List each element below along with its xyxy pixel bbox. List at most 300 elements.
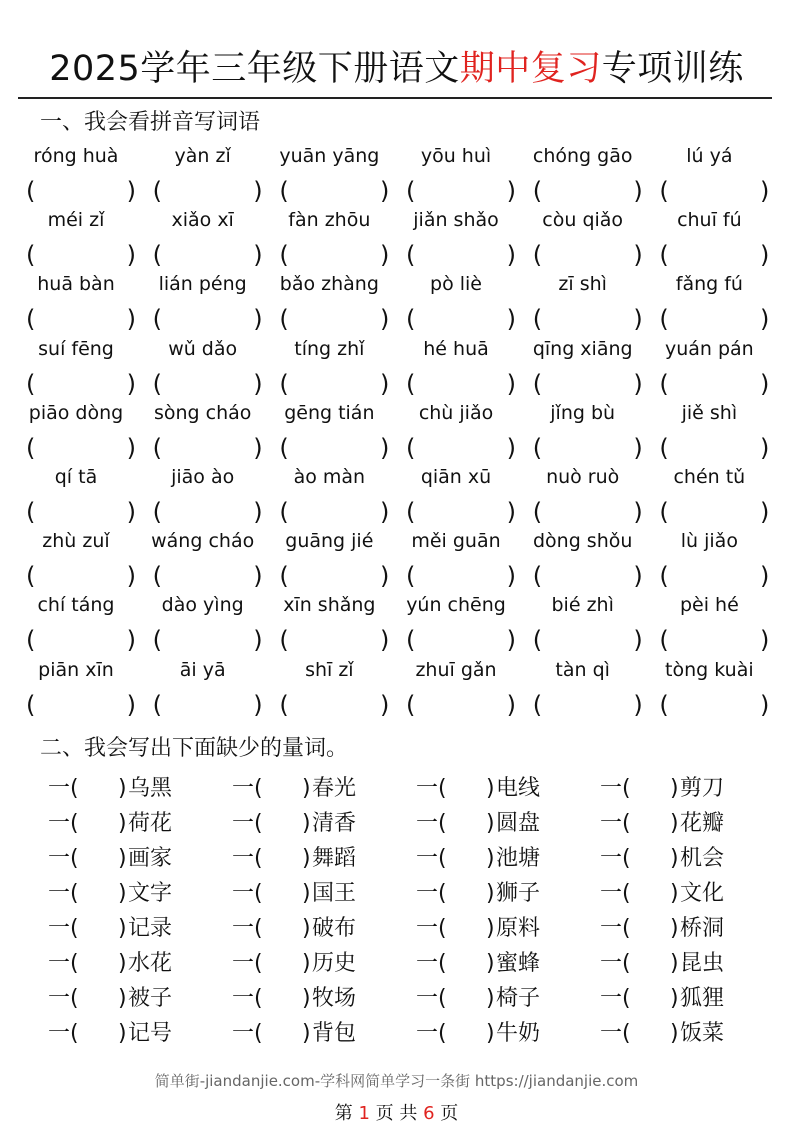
measure-yi: 一: [416, 951, 439, 976]
close-bracket: ): [759, 433, 770, 462]
pinyin-text: yuān yāng: [279, 145, 380, 167]
open-bracket: (: [279, 305, 289, 334]
pinyin-row: [18, 527, 778, 591]
measure-noun: 椅子: [496, 986, 541, 1011]
measure-yi: 一: [48, 776, 71, 801]
pinyin-text: yōu huì: [420, 145, 492, 167]
pinyin-cell: [145, 142, 272, 206]
open-bracket: (: [406, 433, 416, 462]
measure-item: [48, 877, 232, 912]
measure-yi: 一: [232, 846, 255, 871]
close-bracket: ): [633, 626, 643, 655]
answer-blank[interactable]: [279, 561, 389, 591]
answer-blank[interactable]: [659, 304, 769, 334]
close-bracket: ): [118, 916, 127, 941]
close-bracket: ): [759, 626, 770, 655]
measure-noun: 春光: [312, 776, 357, 801]
close-bracket: ): [253, 241, 263, 270]
open-bracket: (: [622, 916, 631, 941]
open-bracket: (: [70, 776, 79, 801]
open-bracket: (: [406, 305, 416, 334]
answer-blank[interactable]: [533, 304, 643, 334]
answer-blank[interactable]: [659, 561, 769, 591]
close-bracket: ): [759, 305, 770, 334]
pinyin-cell: [271, 463, 398, 527]
close-bracket: ): [118, 1021, 127, 1046]
close-bracket: ): [379, 305, 390, 334]
close-bracket: ): [126, 241, 136, 270]
open-bracket: (: [532, 497, 543, 526]
measure-yi: 一: [48, 916, 71, 941]
answer-blank[interactable]: [659, 690, 769, 720]
pinyin-cell: [18, 270, 145, 334]
close-bracket: ): [126, 433, 136, 462]
open-bracket: (: [532, 305, 543, 334]
pinyin-cell: [18, 463, 145, 527]
pager-current: 1: [358, 1103, 370, 1124]
open-bracket: (: [659, 241, 669, 270]
measure-item: [48, 912, 232, 947]
measure-item: [600, 912, 784, 947]
measure-noun: 背包: [312, 1021, 357, 1046]
measure-yi: 一: [600, 986, 623, 1011]
answer-blank[interactable]: [26, 304, 136, 334]
open-bracket: (: [279, 690, 289, 719]
pinyin-cell: [18, 591, 145, 655]
open-bracket: (: [70, 881, 79, 906]
answer-blank[interactable]: [533, 625, 643, 655]
measure-item: [48, 842, 232, 877]
measure-item: [600, 1017, 784, 1052]
answer-blank[interactable]: [533, 561, 643, 591]
measure-noun: 狮子: [496, 881, 541, 906]
open-bracket: (: [254, 881, 263, 906]
pinyin-cell: [18, 399, 145, 463]
answer-blank[interactable]: [406, 369, 516, 399]
answer-blank[interactable]: [533, 690, 643, 720]
section1-heading: 一、我会看拼音写词语: [40, 110, 261, 135]
answer-blank[interactable]: [279, 690, 389, 720]
close-bracket: ): [670, 846, 679, 871]
close-bracket: ): [126, 177, 136, 205]
open-bracket: (: [438, 951, 447, 976]
close-bracket: ): [759, 369, 770, 398]
answer-blank[interactable]: [406, 561, 516, 591]
pinyin-text: jǐng bù: [550, 401, 616, 424]
measure-noun: 花瓣: [680, 811, 725, 836]
measure-row: [48, 877, 788, 912]
pinyin-cell: [271, 656, 398, 720]
pinyin-cell: [145, 270, 272, 334]
pinyin-cell: [651, 270, 778, 334]
open-bracket: (: [152, 369, 163, 398]
pinyin-cell: [398, 463, 525, 527]
pinyin-cell: [525, 142, 652, 206]
measure-row: [48, 947, 788, 982]
answer-blank[interactable]: [659, 176, 769, 206]
measure-item: [416, 1017, 600, 1052]
title-highlight: 期中复习: [459, 49, 602, 89]
measure-item: [232, 947, 416, 982]
answer-blank[interactable]: [26, 176, 136, 206]
measure-noun: 饭菜: [680, 1021, 725, 1046]
measure-yi: 一: [232, 951, 255, 976]
pinyin-cell: [398, 335, 525, 399]
open-bracket: (: [70, 916, 79, 941]
answer-blank[interactable]: [406, 176, 516, 206]
measure-noun: 剪刀: [680, 776, 725, 801]
close-bracket: ): [253, 369, 263, 398]
answer-blank[interactable]: [533, 176, 643, 206]
pinyin-cell: [651, 527, 778, 591]
measure-item: [48, 807, 232, 842]
open-bracket: (: [26, 241, 36, 270]
open-bracket: (: [152, 497, 163, 526]
close-bracket: ): [379, 241, 390, 270]
answer-blank[interactable]: [406, 240, 516, 270]
pinyin-text: yàn zǐ: [174, 145, 231, 167]
pinyin-cell: [651, 463, 778, 527]
pinyin-row: [18, 270, 778, 334]
measure-item: [416, 947, 600, 982]
pinyin-cell: [145, 591, 272, 655]
close-bracket: ): [302, 881, 311, 906]
answer-blank[interactable]: [406, 625, 516, 655]
pinyin-text: méi zǐ: [47, 209, 105, 232]
open-bracket: (: [152, 433, 163, 462]
measure-item: [232, 842, 416, 877]
open-bracket: (: [254, 1021, 263, 1046]
measure-noun: 原料: [496, 916, 541, 941]
close-bracket: ): [253, 562, 263, 591]
pinyin-text: qí tā: [54, 465, 98, 488]
close-bracket: ): [633, 177, 643, 205]
close-bracket: ): [486, 986, 495, 1011]
pinyin-text: tòng kuài: [665, 658, 754, 681]
close-bracket: ): [379, 177, 390, 205]
answer-blank[interactable]: [279, 625, 389, 655]
pinyin-text: lián péng: [158, 273, 247, 296]
measure-yi: 一: [48, 951, 71, 976]
pinyin-text: pò liè: [430, 273, 482, 296]
open-bracket: (: [26, 369, 36, 398]
pinyin-row: [18, 399, 778, 463]
pager-post: 页: [440, 1103, 459, 1124]
pinyin-text: yún chēng: [406, 594, 506, 617]
pinyin-text: fàn zhōu: [288, 209, 371, 232]
answer-blank[interactable]: [659, 433, 769, 463]
close-bracket: ): [670, 881, 679, 906]
pinyin-cell: [145, 463, 272, 527]
pinyin-text: piāo dòng: [28, 401, 124, 424]
measure-row: [48, 842, 788, 877]
pinyin-cell: [398, 399, 525, 463]
measure-item: [232, 807, 416, 842]
open-bracket: (: [622, 811, 631, 836]
pinyin-cell: [145, 335, 272, 399]
measure-item: [416, 877, 600, 912]
open-bracket: (: [26, 690, 36, 719]
close-bracket: ): [506, 305, 517, 334]
answer-blank[interactable]: [279, 304, 389, 334]
answer-blank[interactable]: [406, 690, 516, 720]
pinyin-text: āi yā: [179, 658, 226, 681]
answer-blank[interactable]: [279, 176, 389, 206]
open-bracket: (: [279, 177, 289, 205]
close-bracket: ): [302, 776, 311, 801]
pinyin-cell: [525, 206, 652, 270]
pinyin-text: jiāo ào: [171, 465, 235, 488]
measure-noun: 池塘: [496, 846, 541, 871]
measure-yi: 一: [600, 1021, 623, 1046]
pinyin-text: ào màn: [293, 465, 366, 488]
measure-item: [232, 982, 416, 1017]
measure-noun: 破布: [312, 916, 357, 941]
pinyin-text: zhuī gǎn: [415, 658, 497, 681]
open-bracket: (: [26, 626, 36, 655]
pinyin-text: suí fēng: [38, 337, 114, 360]
answer-blank[interactable]: [533, 497, 643, 527]
pinyin-cell: [525, 335, 652, 399]
measure-yi: 一: [232, 1021, 255, 1046]
measure-noun: 桥洞: [680, 916, 725, 941]
measure-noun: 舞蹈: [312, 846, 357, 871]
answer-blank[interactable]: [153, 304, 263, 334]
close-bracket: ): [118, 951, 127, 976]
pinyin-cell: [271, 142, 398, 206]
close-bracket: ): [486, 916, 495, 941]
answer-blank[interactable]: [153, 561, 263, 591]
open-bracket: (: [622, 846, 631, 871]
measure-yi: 一: [416, 1021, 439, 1046]
close-bracket: ): [633, 562, 643, 591]
close-bracket: ): [118, 776, 127, 801]
pinyin-text: xīn shǎng: [283, 594, 376, 617]
answer-blank[interactable]: [153, 240, 263, 270]
pinyin-text: bié zhì: [551, 594, 614, 617]
measure-yi: 一: [416, 811, 439, 836]
pinyin-text: shī zǐ: [305, 658, 354, 681]
answer-blank[interactable]: [406, 304, 516, 334]
section2-heading: 二、我会写出下面缺少的量词。: [40, 736, 349, 761]
pinyin-text: chù jiǎo: [418, 401, 494, 424]
answer-blank[interactable]: [153, 625, 263, 655]
close-bracket: ): [670, 916, 679, 941]
close-bracket: ): [126, 626, 136, 655]
answer-blank[interactable]: [153, 433, 263, 463]
answer-blank[interactable]: [533, 433, 643, 463]
measure-yi: 一: [232, 916, 255, 941]
measure-item: [48, 1017, 232, 1052]
answer-blank[interactable]: [406, 497, 516, 527]
answer-blank[interactable]: [26, 561, 136, 591]
close-bracket: ): [670, 776, 679, 801]
answer-blank[interactable]: [153, 497, 263, 527]
open-bracket: (: [254, 916, 263, 941]
answer-blank[interactable]: [279, 497, 389, 527]
close-bracket: ): [759, 562, 770, 591]
close-bracket: ): [506, 562, 517, 591]
open-bracket: (: [438, 986, 447, 1011]
pinyin-text: měi guān: [411, 530, 501, 553]
answer-blank[interactable]: [279, 433, 389, 463]
close-bracket: ): [486, 811, 495, 836]
open-bracket: (: [532, 177, 543, 205]
pinyin-text: piān xīn: [38, 658, 114, 681]
close-bracket: ): [486, 881, 495, 906]
pinyin-text: qiān xū: [420, 465, 492, 488]
pinyin-text: gēng tián: [284, 401, 375, 424]
measure-noun: 机会: [680, 846, 725, 871]
measure-item: [600, 982, 784, 1017]
pinyin-text: chén tǔ: [673, 465, 746, 488]
open-bracket: (: [532, 433, 543, 462]
close-bracket: ): [302, 811, 311, 836]
open-bracket: (: [532, 241, 543, 270]
open-bracket: (: [659, 690, 669, 719]
answer-blank[interactable]: [533, 369, 643, 399]
pinyin-cell: [651, 206, 778, 270]
close-bracket: ): [506, 690, 517, 719]
pinyin-cell: [271, 335, 398, 399]
open-bracket: (: [279, 241, 289, 270]
measure-noun: 国王: [312, 881, 357, 906]
answer-blank[interactable]: [279, 240, 389, 270]
pinyin-text: qīng xiāng: [532, 337, 633, 360]
open-bracket: (: [152, 562, 163, 591]
close-bracket: ): [670, 986, 679, 1011]
open-bracket: (: [532, 369, 543, 398]
open-bracket: (: [406, 241, 416, 270]
open-bracket: (: [622, 1021, 631, 1046]
answer-blank[interactable]: [659, 240, 769, 270]
open-bracket: (: [532, 690, 543, 719]
open-bracket: (: [254, 846, 263, 871]
measure-item: [48, 947, 232, 982]
measure-noun: 电线: [496, 776, 541, 801]
close-bracket: ): [633, 690, 643, 719]
pinyin-cell: [271, 206, 398, 270]
pinyin-text: hé huā: [423, 337, 489, 360]
pinyin-text: lù jiǎo: [680, 530, 738, 553]
pinyin-text: pèi hé: [679, 594, 739, 617]
answer-blank[interactable]: [26, 369, 136, 399]
measure-yi: 一: [416, 986, 439, 1011]
pinyin-text: wǔ dǎo: [168, 337, 238, 360]
answer-blank[interactable]: [406, 433, 516, 463]
measure-item: [600, 807, 784, 842]
pinyin-cell: [271, 527, 398, 591]
pager-mid: 页 共: [375, 1103, 418, 1124]
measure-item: [600, 877, 784, 912]
close-bracket: ): [126, 497, 136, 526]
open-bracket: (: [438, 916, 447, 941]
answer-blank[interactable]: [659, 369, 769, 399]
measure-yi: 一: [232, 811, 255, 836]
measure-yi: 一: [600, 881, 623, 906]
answer-blank[interactable]: [659, 625, 769, 655]
measure-yi: 一: [48, 811, 71, 836]
pinyin-grid: [18, 142, 778, 720]
answer-blank[interactable]: [153, 176, 263, 206]
close-bracket: ): [506, 369, 517, 398]
pinyin-text: wáng cháo: [151, 530, 255, 553]
close-bracket: ): [486, 776, 495, 801]
pinyin-cell: [525, 527, 652, 591]
measure-row: [48, 772, 788, 807]
measure-item: [232, 1017, 416, 1052]
close-bracket: ): [253, 433, 263, 462]
measure-noun: 圆盘: [496, 811, 541, 836]
answer-blank[interactable]: [26, 625, 136, 655]
open-bracket: (: [622, 881, 631, 906]
answer-blank[interactable]: [659, 497, 769, 527]
answer-blank[interactable]: [26, 497, 136, 527]
close-bracket: ): [670, 811, 679, 836]
close-bracket: ): [253, 626, 263, 655]
close-bracket: ): [379, 497, 390, 526]
open-bracket: (: [70, 1021, 79, 1046]
measure-item: [416, 807, 600, 842]
pinyin-text: xiǎo xī: [171, 209, 234, 232]
pinyin-cell: [651, 335, 778, 399]
open-bracket: (: [438, 881, 447, 906]
open-bracket: (: [659, 562, 669, 591]
answer-blank[interactable]: [26, 690, 136, 720]
open-bracket: (: [438, 811, 447, 836]
open-bracket: (: [406, 562, 416, 591]
measure-noun: 记录: [128, 916, 173, 941]
measure-yi: 一: [600, 846, 623, 871]
close-bracket: ): [486, 951, 495, 976]
pinyin-cell: [18, 206, 145, 270]
measure-noun: 荷花: [128, 811, 173, 836]
close-bracket: ): [670, 951, 679, 976]
close-bracket: ): [302, 846, 311, 871]
open-bracket: (: [70, 811, 79, 836]
pinyin-cell: [525, 270, 652, 334]
answer-blank[interactable]: [533, 240, 643, 270]
close-bracket: ): [486, 1021, 495, 1046]
measure-yi: 一: [48, 846, 71, 871]
measure-yi: 一: [416, 881, 439, 906]
close-bracket: ): [302, 951, 311, 976]
pinyin-text: chóng gāo: [532, 145, 633, 167]
pinyin-cell: [525, 656, 652, 720]
measure-item: [48, 772, 232, 807]
pinyin-text: huā bàn: [37, 273, 115, 296]
measure-noun: 文化: [680, 881, 725, 906]
measure-yi: 一: [416, 916, 439, 941]
pinyin-cell: [18, 335, 145, 399]
pinyin-text: jiǎn shǎo: [413, 209, 499, 232]
pinyin-row: [18, 591, 778, 655]
answer-blank[interactable]: [26, 433, 136, 463]
measure-yi: 一: [416, 776, 439, 801]
close-bracket: ): [379, 690, 390, 719]
open-bracket: (: [70, 951, 79, 976]
answer-blank[interactable]: [153, 690, 263, 720]
close-bracket: ): [633, 497, 643, 526]
answer-blank[interactable]: [153, 369, 263, 399]
answer-blank[interactable]: [279, 369, 389, 399]
answer-blank[interactable]: [26, 240, 136, 270]
title-divider: [18, 97, 772, 99]
pinyin-text: zī shì: [558, 273, 607, 296]
open-bracket: (: [254, 811, 263, 836]
measure-item: [416, 772, 600, 807]
pinyin-text: tíng zhǐ: [294, 337, 365, 360]
